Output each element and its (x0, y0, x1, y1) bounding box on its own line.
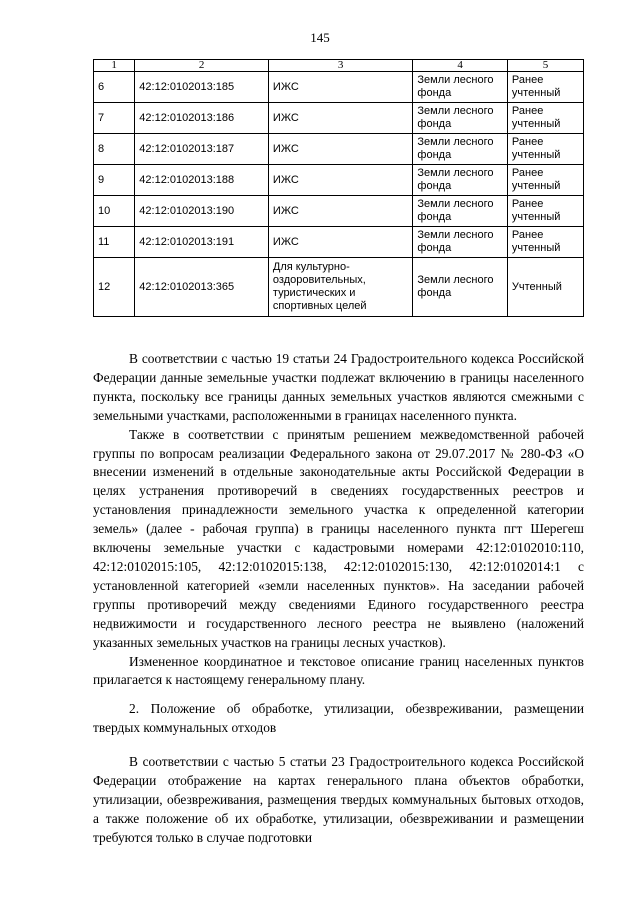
cadastral-number: 42:12:0102013:185 (135, 72, 269, 103)
registration-status: Учтенный (507, 258, 583, 317)
land-plots-table (93, 59, 584, 317)
permitted-use: ИЖС (268, 196, 413, 227)
table-row (94, 72, 584, 103)
row-number: 11 (94, 227, 135, 258)
cadastral-number: 42:12:0102013:187 (135, 134, 269, 165)
row-number: 8 (94, 134, 135, 165)
body-text-block-2 (93, 753, 584, 848)
registration-status: Ранее учтенный (507, 134, 583, 165)
land-category: Земли лесного фонда (413, 196, 508, 227)
land-category: Земли лесного фонда (413, 258, 508, 317)
land-category: Земли лесного фонда (413, 227, 508, 258)
land-category: Земли лесного фонда (413, 103, 508, 134)
header-cell: 2 (135, 60, 269, 72)
section-heading (93, 700, 584, 738)
row-number: 9 (94, 165, 135, 196)
table-row (94, 258, 584, 317)
header-cell: 4 (413, 60, 508, 72)
cadastral-number: 42:12:0102013:190 (135, 196, 269, 227)
section-heading-text: 2. Положение об обработке, утилизации, обезвреживании, размещении твердых коммунальных отходов (93, 701, 584, 735)
cadastral-number: 42:12:0102013:365 (135, 258, 269, 317)
row-number: 6 (94, 72, 135, 103)
table-row (94, 196, 584, 227)
cadastral-number: 42:12:0102013:188 (135, 165, 269, 196)
permitted-use: ИЖС (268, 227, 413, 258)
header-cell: 5 (507, 60, 583, 72)
land-category: Земли лесного фонда (413, 72, 508, 103)
paragraph-inclusion-basis: В соответствии с частью 19 статьи 24 Градостроительного кодекса Российской Федерации данные земельные участки подлежат включению в границы населенного пункта, поскольку все границы данных земельных участков являются смежными с земельными участками, расположенными в границах населенного пункта. (93, 351, 584, 423)
permitted-use: ИЖС (268, 103, 413, 134)
permitted-use: ИЖС (268, 165, 413, 196)
row-number: 7 (94, 103, 135, 134)
registration-status: Ранее учтенный (507, 103, 583, 134)
table-row (94, 227, 584, 258)
header-cell: 1 (94, 60, 135, 72)
cadastral-number: 42:12:0102013:191 (135, 227, 269, 258)
row-number: 10 (94, 196, 135, 227)
registration-status: Ранее учтенный (507, 165, 583, 196)
paragraph-waste-provisions: В соответствии с частью 5 статьи 23 Градостроительного кодекса Российской Федерации отображение на картах генерального плана объектов обработки, утилизации, обезвреживания, размещения твердых коммунальных бытовых отходов, а также положение об их обработке, утилизации, обезвреживании и размещении требуются только в случае подготовки (93, 754, 584, 845)
permitted-use: ИЖС (268, 134, 413, 165)
table-row (94, 134, 584, 165)
land-category: Земли лесного фонда (413, 134, 508, 165)
table-row (94, 103, 584, 134)
registration-status: Ранее учтенный (507, 196, 583, 227)
permitted-use: Для культурно-оздоровительных, туристических и спортивных целей (268, 258, 413, 317)
table-header-row (94, 60, 584, 72)
cadastral-number: 42:12:0102013:186 (135, 103, 269, 134)
registration-status: Ранее учтенный (507, 227, 583, 258)
permitted-use: ИЖС (268, 72, 413, 103)
page-number: 145 (310, 30, 330, 45)
land-category: Земли лесного фонда (413, 165, 508, 196)
paragraph-boundary-description: Измененное координатное и текстовое описание границ населенных пунктов прилагается к настоящему генеральному плану. (93, 653, 584, 688)
body-text-block-1 (93, 350, 584, 690)
table-row (94, 165, 584, 196)
header-cell: 3 (268, 60, 413, 72)
row-number: 12 (94, 258, 135, 317)
paragraph-working-group: Также в соответствии с принятым решением межведомственной рабочей группы по вопросам реализации Федерального закона от 29.07.2017 № 280-ФЗ «О внесении изменений в отдельные законодательные акты Российской Федерации в целях устранения противоречий в сведениях государственных реестров и установления принадлежности земельного участка к определенной категории земель» (далее - рабочая группа) в границы населенного пункта пгт Шерегеш включены земельные участки с кадастровыми номерами 42:12:0102010:110, 42:12:0102015:105, 42:12:0102015:138, 42:12:0102015:130, 42:12:0102014:1 с установленной категорией «земли населенных пунктов». На заседании рабочей группы противоречий между сведениями Единого государственного реестра недвижимости и государственного лесного реестра не выявлено (наложений указанных земельных участков на границы лесных участков). (93, 426, 584, 650)
registration-status: Ранее учтенный (507, 72, 583, 103)
